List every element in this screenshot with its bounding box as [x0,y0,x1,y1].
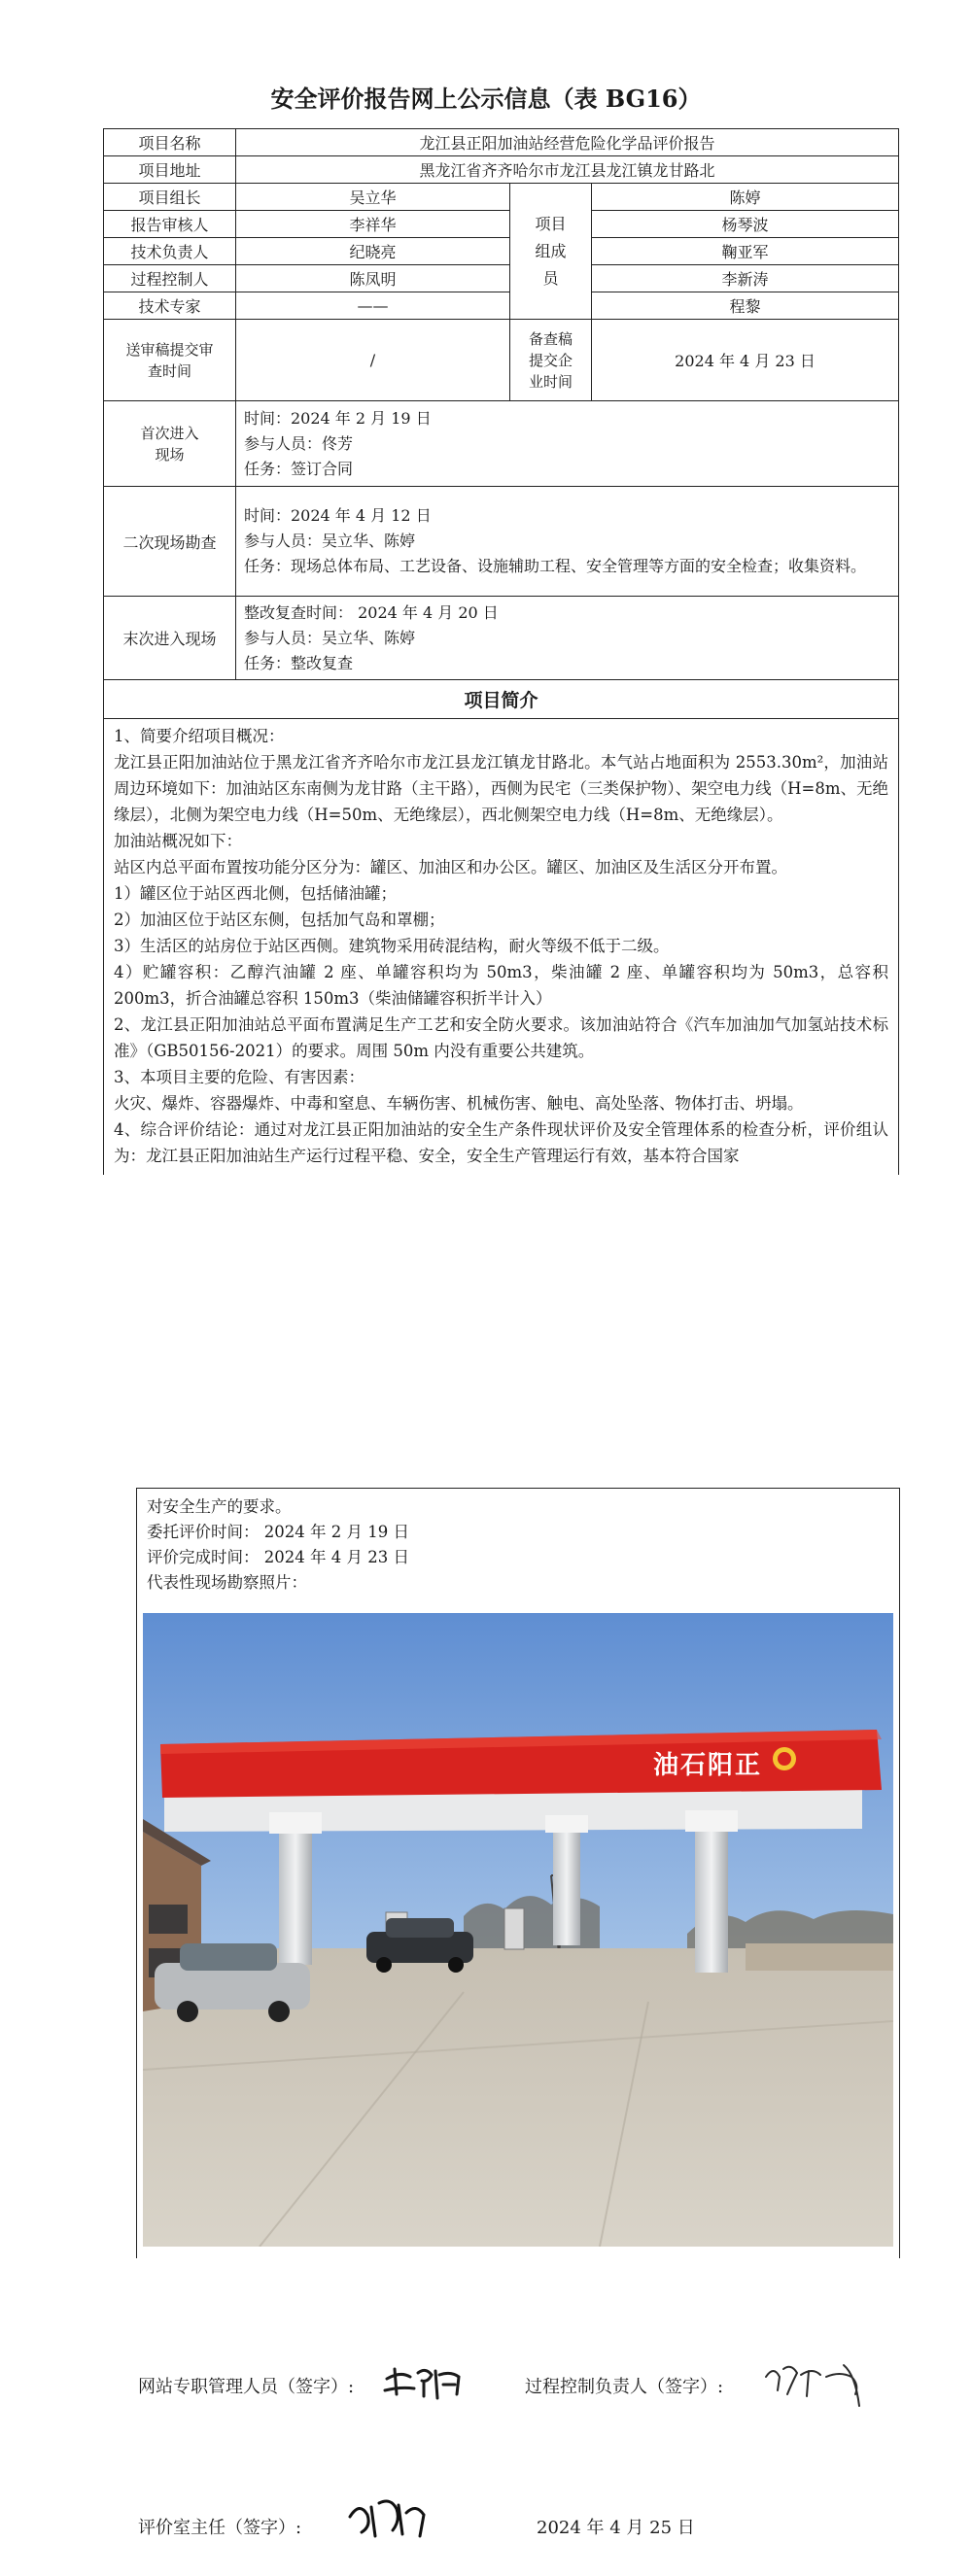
leader-value: 吴立华 [236,184,510,211]
process-label: 过程控制人 [104,265,236,292]
submit-value: / [236,320,510,401]
submit-label: 送审稿提交审查时间 [104,320,236,401]
second-visit-task: 任务：现场总体布局、工艺设备、设施辅助工程、安全管理等方面的安全检查；收集资料。 [244,557,867,575]
row-submit [104,320,899,401]
member-5: 程黎 [592,292,899,320]
signature-date: 2024 年 4 月 25 日 [537,2518,695,2538]
row-first-visit [104,401,899,487]
members-label: 项目组成员 [510,184,592,320]
page2-line: 委托评价时间： 2024 年 2 月 19 日 [147,1523,409,1541]
expert-value: —— [236,292,510,320]
second-visit-detail [236,487,899,597]
row-last-visit [104,597,899,680]
site-manager-signature-label: 网站专职管理人员（签字）: [138,2377,355,2397]
canopy-sign: 油石阳正 [653,1751,763,1780]
row-reviewer [104,211,899,238]
process-value: 陈凤明 [236,265,510,292]
reviewer-value: 李祥华 [236,211,510,238]
tech-label: 技术负责人 [104,238,236,265]
director-signature [342,2488,439,2546]
project-name-value: 龙江县正阳加油站经营危险化学品评价报告 [236,129,899,156]
project-name-label: 项目名称 [104,129,236,156]
intro-para: 3、本项目主要的危险、有害因素： [114,1068,364,1086]
row-expert [104,292,899,320]
row-process [104,265,899,292]
intro-para: 龙江县正阳加油站位于黑龙江省齐齐哈尔市龙江县龙江镇龙甘路北。本气站占地面积为 2553.30m²，加油站周边环境如下：加油站区东南侧为龙甘路（主干路），西侧为民宅（三类保护物）、架空电力线（H=8m、无绝缘层），北侧为架空电力线（H=50m、无绝缘层），西北侧架空电力线（H=8m、无绝缘层）。 [114,753,889,824]
first-visit-people: 参与人员：佟芳 [244,433,354,453]
leader-label: 项目组长 [104,184,236,211]
last-visit-people: 参与人员：吴立华、陈婷 [244,628,416,647]
second-visit-people: 参与人员：吴立华、陈婷 [244,532,416,550]
row-intro-title [104,680,899,719]
last-visit-time: 整改复查时间： 2024 年 4 月 20 日 [244,602,499,622]
address-value: 黑龙江省齐齐哈尔市龙江县龙江镇龙甘路北 [236,156,899,184]
intro-para: 2、龙江县正阳加油站总平面布置满足生产工艺和安全防火要求。该加油站符合《汽车加油加气加氢站技术标准》（GB50156-2021）的要求。周围 50m 内没有重要公共建筑。 [114,1015,889,1060]
page2-line: 代表性现场勘察照片： [147,1573,307,1592]
intro-para: 站区内总平面布置按功能分区分为：罐区、加油区和办公区。罐区、加油区及生活区分开布置。 [114,858,787,876]
row-leader [104,184,899,211]
second-visit-label: 二次现场勘查 [104,487,236,597]
record-value: 2024 年 4 月 23 日 [592,320,899,401]
process-signature [762,2355,879,2410]
page2-line: 评价完成时间： 2024 年 4 月 23 日 [147,1548,409,1566]
intro-para: 2）加油区位于站区东侧，包括加气岛和罩棚； [114,910,445,929]
expert-label: 技术专家 [104,292,236,320]
page2-line: 对安全生产的要求。 [147,1497,292,1516]
reviewer-label: 报告审核人 [104,211,236,238]
member-3: 鞠亚军 [592,238,899,265]
row-address [104,156,899,184]
last-visit-label: 末次进入现场 [104,597,236,680]
tech-value: 纪晓亮 [236,238,510,265]
gas-station-photo [143,1613,893,2247]
second-visit-time: 时间：2024 年 4 月 12 日 [244,506,432,525]
member-2: 杨琴波 [592,211,899,238]
page2-text [147,1494,409,1596]
page2-frame [136,1488,900,2258]
member-4: 李新涛 [592,265,899,292]
intro-para: 1、简要介绍项目概况： [114,727,285,745]
intro-para: 4）贮罐容积：乙醇汽油罐 2 座、单罐容积均为 50m3，柴油罐 2 座、单罐容积均为 50m3，总容积 200m3，折合油罐总容积 150m3（柴油储罐容积折半计入） [114,963,889,1008]
page-title: 安全评价报告网上公示信息（表 BG16） [270,85,702,113]
intro-para: 4、综合评价结论：通过对龙江县正阳加油站的安全生产条件现状评价及安全管理体系的检查分析，评价组认为：龙江县正阳加油站生产运行过程平稳、安全，安全生产管理运行有效，基本符合国家 [114,1120,889,1165]
row-intro [104,719,899,1176]
first-visit-task: 任务：签订合同 [244,459,354,478]
intro-para: 火灾、爆炸、容器爆炸、中毒和窒息、车辆伤害、机械伤害、触电、高处坠落、物体打击、坍塌。 [114,1094,804,1113]
member-1: 陈婷 [592,184,899,211]
intro-para: 3）生活区的站房位于站区西侧。建筑物采用砖混结构，耐火等级不低于二级。 [114,937,670,955]
process-signature-label: 过程控制负责人（签字）: [525,2377,724,2397]
record-label: 备查稿提交企业时间 [510,320,592,401]
site-manager-signature [381,2361,478,2406]
first-visit-label: 首次进入现场 [104,401,236,487]
address-label: 项目地址 [104,156,236,184]
last-visit-detail [236,597,899,680]
row-second-visit [104,487,899,597]
director-signature-label: 评价室主任（签字）: [138,2518,302,2538]
intro-para: 加油站概况如下： [114,832,242,850]
first-visit-detail [236,401,899,487]
intro-para: 1）罐区位于站区西北侧，包括储油罐； [114,884,397,903]
last-visit-task: 任务：整改复查 [244,653,354,672]
intro-title: 项目简介 [104,680,899,719]
first-visit-time: 时间：2024 年 2 月 19 日 [244,408,432,428]
row-project-name [104,129,899,156]
intro-body [104,719,899,1176]
info-table [103,128,899,1175]
site-photo [143,1613,893,2247]
row-tech [104,238,899,265]
